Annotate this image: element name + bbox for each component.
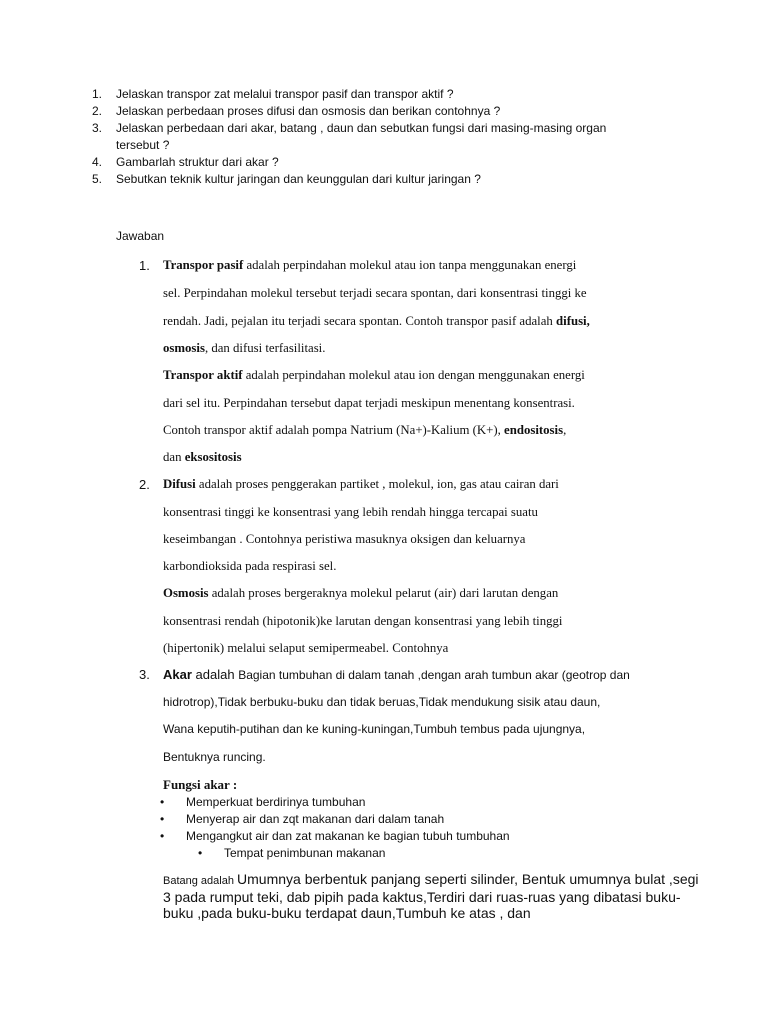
answer-text: Contoh transpor aktif adalah pompa Natrium (Na+)-Kalium (K+), — [163, 423, 505, 437]
answer-text: keseimbangan . Contohnya peristiwa masuknya oksigen dan keluarnya — [163, 532, 526, 546]
answer-text: dan — [163, 450, 185, 464]
answer-text: konsentrasi rendah (hipotonik)ke larutan dengan konsentrasi yang lebih tinggi — [163, 614, 563, 628]
term-osmosis: osmosis — [163, 341, 205, 355]
question-number: 1. — [92, 87, 103, 101]
list-item — [160, 794, 510, 811]
question-list — [92, 86, 652, 188]
term-endositosis: endositosis — [504, 423, 564, 437]
question-text: Sebutkan teknik kultur jaringan dan keunggulan dari kultur jaringan ? — [116, 172, 481, 186]
question-item — [92, 154, 652, 171]
bullet-icon: • — [160, 795, 165, 809]
list-item-text: Tempat penimbunan makanan — [224, 846, 386, 860]
answer-text: hidrotrop),Tidak berbuku-buku dan tidak beruas,Tidak mendukung sisik atau daun, — [163, 695, 601, 709]
answer-number: 3. — [139, 667, 150, 682]
question-text: Jelaskan perbedaan proses difusi dan osmosis dan berikan contohnya ? — [116, 104, 501, 118]
question-text: Jelaskan perbedaan dari akar, batang , daun dan sebutkan fungsi dari masing-masing organ tersebut ? — [116, 121, 607, 152]
question-number: 4. — [92, 155, 103, 169]
question-item — [92, 86, 652, 103]
answer-1-line — [163, 341, 325, 356]
list-item-text: Mengangkut air dan zat makanan ke bagian tubuh tumbuhan — [186, 829, 510, 843]
question-text: Jelaskan transpor zat melalui transpor pasif dan transpor aktif ? — [116, 87, 454, 101]
batang-text: Umumnya berbentuk panjang seperti silinder, Bentuk umumnya bulat ,segi 3 pada rumput teki, dab pipih pada kaktus,Terdiri dari ruas-ruas yang dibatasi buku-buku ,pada buku-buku terdapat daun,Tumbuh ke atas , dan — [163, 871, 699, 921]
answer-text: (hipertonik) melalui selaput semipermeabel. Contohnya — [163, 641, 449, 655]
answer-1-line — [163, 450, 242, 465]
answer-text: dari sel itu. Perpindahan tersebut dapat terjadi meskipun menentang konsentrasi. — [163, 396, 575, 410]
list-item-text: Menyerap air dan zqt makanan dari dalam tanah — [186, 812, 445, 826]
answer-text: , — [563, 423, 567, 437]
answer-1-line — [163, 368, 585, 383]
answer-1-line — [163, 258, 576, 273]
answer-text: adalah perpindahan molekul atau ion tanpa menggunakan energi — [243, 258, 577, 272]
answer-text: rendah. Jadi, pejalan itu terjadi secara spontan. Contoh transpor pasif adalah — [163, 314, 557, 328]
jawaban-heading: Jawaban — [116, 229, 165, 243]
answer-text: karbondioksida pada respirasi sel. — [163, 559, 337, 573]
term-difusi: Difusi — [163, 477, 196, 491]
question-number: 2. — [92, 104, 103, 118]
answer-2-line — [163, 586, 558, 601]
question-number: 3. — [92, 121, 103, 135]
answer-text: sel. Perpindahan molekul tersebut terjadi secara spontan, dari konsentrasi tinggi ke — [163, 286, 587, 300]
fungsi-akar-heading: Fungsi akar : — [163, 777, 238, 792]
answer-text: , dan difusi terfasilitasi. — [204, 341, 326, 355]
question-item — [92, 120, 652, 154]
list-item-text: Memperkuat berdirinya tumbuhan — [186, 795, 366, 809]
term-osmosis: Osmosis — [163, 586, 209, 600]
question-text: Gambarlah struktur dari akar ? — [116, 155, 279, 169]
answer-text: adalah proses penggerakan partiket , molekul, ion, gas atau cairan dari — [195, 477, 559, 491]
answer-text: Bentuknya runcing. — [163, 750, 266, 764]
answer-1-line — [163, 314, 590, 329]
term-batang: Batang adalah — [163, 875, 238, 887]
term-eksositosis: eksositosis — [184, 450, 242, 464]
batang-paragraph — [163, 871, 703, 921]
list-item — [160, 828, 510, 845]
answer-text: adalah proses bergeraknya molekul pelarut (air) dari larutan dengan — [208, 586, 559, 600]
answer-3-line — [163, 667, 630, 682]
list-item — [160, 811, 510, 828]
answer-text: adalah — [191, 667, 239, 682]
term-akar: Akar — [163, 667, 192, 682]
answer-text: adalah perpindahan molekul atau ion dengan menggunakan energi — [242, 368, 585, 382]
term-difusi: difusi, — [556, 314, 590, 328]
answer-number: 1. — [139, 258, 150, 273]
answer-text: konsentrasi tinggi ke konsentrasi yang lebih rendah hingga tercapai suatu — [163, 505, 538, 519]
question-number: 5. — [92, 172, 103, 186]
bullet-icon: • — [160, 829, 165, 843]
answer-2-line — [163, 477, 559, 492]
bullet-icon: • — [160, 812, 165, 826]
answer-1-line — [163, 423, 566, 438]
question-item — [92, 103, 652, 120]
bullet-icon: • — [198, 846, 203, 860]
term-transpor-aktif: Transpor aktif — [163, 368, 243, 382]
fungsi-akar-list — [160, 794, 510, 862]
term-transpor-pasif: Transpor pasif — [163, 258, 244, 272]
answer-text: Bagian tumbuhan di dalam tanah ,dengan arah tumbun akar (geotrop dan — [238, 668, 630, 682]
question-item — [92, 171, 652, 188]
answer-text: Wana keputih-putihan dan ke kuning-kuningan,Tumbuh tembus pada ujungnya, — [163, 722, 586, 736]
answer-number: 2. — [139, 477, 150, 492]
list-item — [160, 845, 510, 862]
